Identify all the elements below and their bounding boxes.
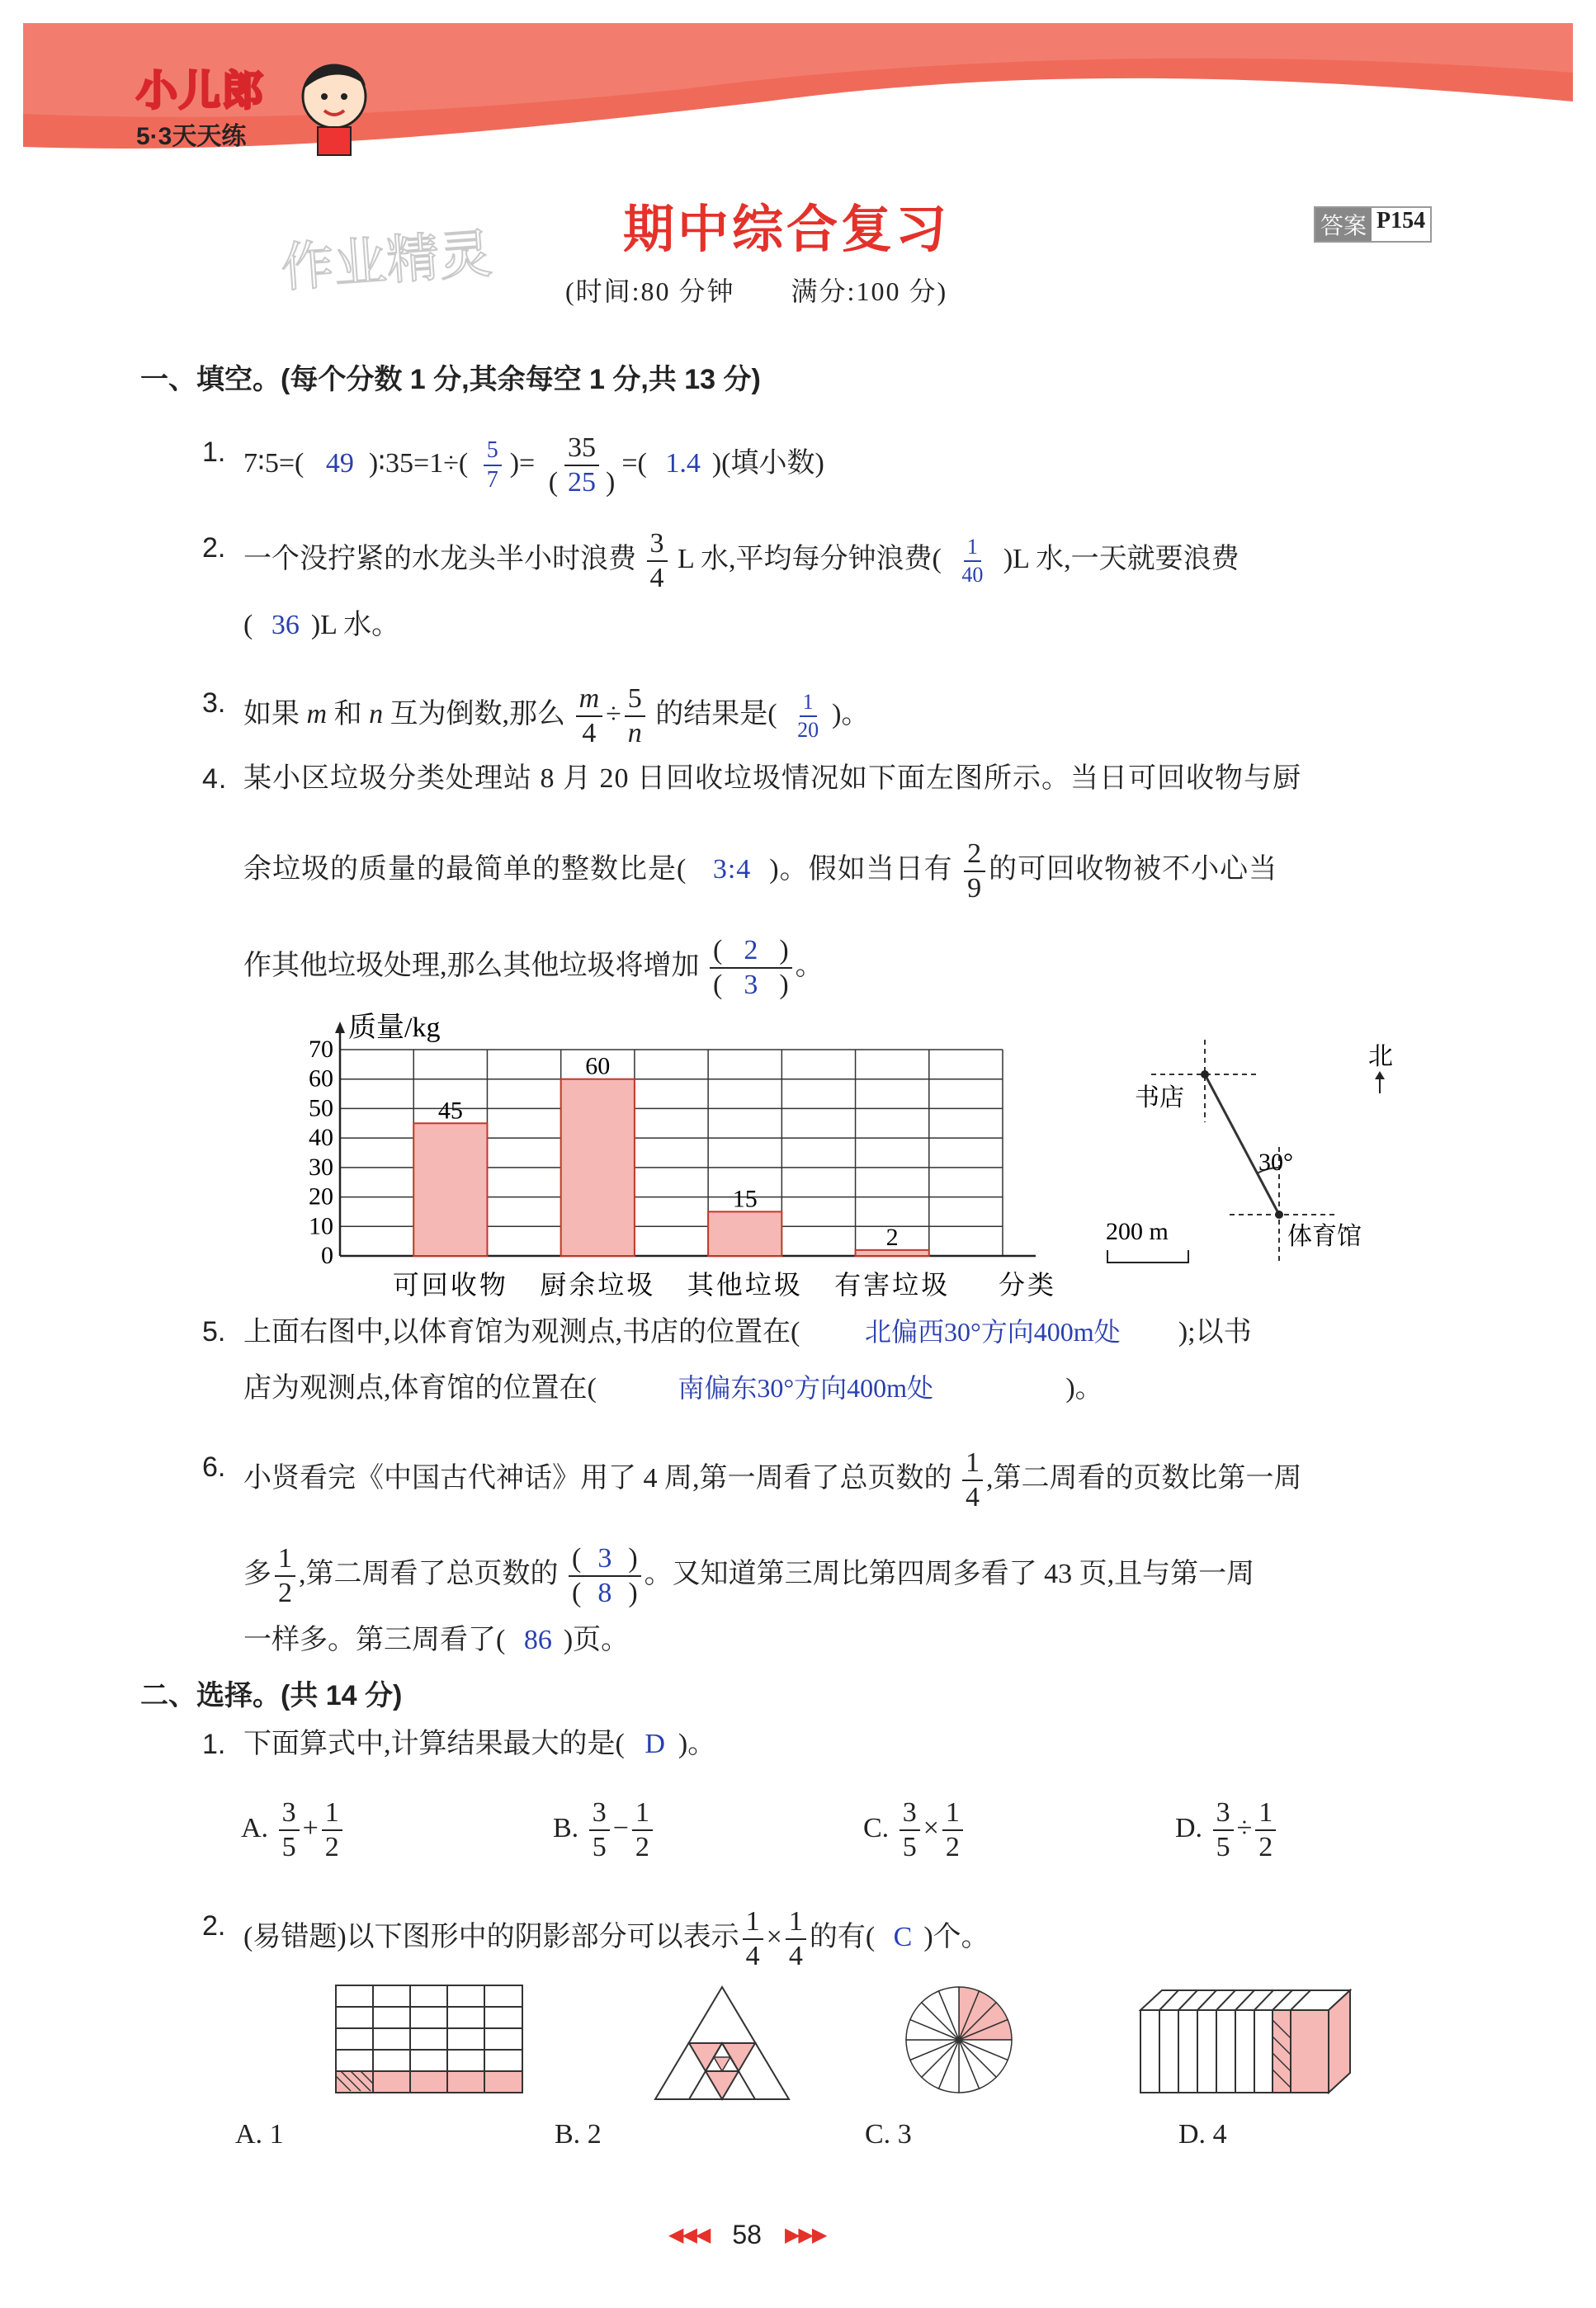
- s2q1-text-a: 下面算式中,计算结果最大的是(: [243, 1729, 625, 1759]
- y-tick-label: 50: [309, 1094, 333, 1122]
- q2-line2: [202, 607, 399, 644]
- answer-fraction: [794, 691, 822, 741]
- answer-numerator: 2: [744, 935, 758, 965]
- q4-line2: [202, 840, 1277, 903]
- option-label: A.: [235, 2119, 263, 2150]
- stadium-label: 体育馆: [1287, 1223, 1362, 1250]
- y-tick-label: 10: [309, 1212, 333, 1240]
- scale-label: 200 m: [1106, 1218, 1169, 1245]
- numerator: 5: [625, 685, 645, 717]
- s2q2-text-a: (易错题)以下图形中的阴影部分可以表示: [243, 1921, 739, 1952]
- fraction: [647, 530, 668, 592]
- denominator: 2: [945, 1832, 960, 1862]
- denominator: 5: [902, 1832, 917, 1862]
- q3-text-a: 如果: [243, 698, 300, 729]
- answer: 36: [271, 610, 300, 640]
- option-value: 2: [587, 2119, 602, 2150]
- answer-fraction: $\frac{( 3 )}{( 8 )}$: [569, 1545, 641, 1607]
- q2-text-c: )L 水,一天就要浪费: [1003, 543, 1239, 574]
- prev-arrows-icon[interactable]: ◀◀◀: [668, 2224, 710, 2246]
- denominator: 5: [281, 1832, 296, 1862]
- footer: [668, 2220, 825, 2250]
- path-line: [1205, 1074, 1279, 1215]
- q1-text-a: 7∶5=(: [243, 447, 305, 479]
- paren: (: [548, 467, 559, 498]
- denominator: n: [627, 718, 642, 748]
- denominator: 20: [797, 718, 819, 742]
- denominator: 4: [788, 1941, 803, 1971]
- watermark: 作业精灵: [279, 224, 494, 298]
- numerator: 3: [1213, 1799, 1234, 1831]
- s2q2-line: [202, 1908, 989, 1971]
- q5-text-l2b: )。: [1065, 1373, 1103, 1404]
- q6-text-l2b: ,第二周看了总页数的: [299, 1558, 559, 1589]
- numerator: 3: [647, 530, 668, 562]
- denominator: 40: [961, 563, 984, 587]
- numerator: 1: [275, 1545, 295, 1577]
- fig-option-d[interactable]: [1178, 2119, 1227, 2150]
- answer-denominator: 8: [597, 1578, 612, 1608]
- option-value: 3: [897, 2119, 912, 2150]
- q4-text-l3b: 。: [795, 950, 824, 981]
- denominator: 4: [745, 1941, 760, 1971]
- numerator: 3: [589, 1799, 610, 1831]
- q-number: 4.: [202, 763, 228, 795]
- fig-option-b[interactable]: [555, 2119, 602, 2150]
- direction-map: [1106, 1023, 1419, 1271]
- y-tick-label: 0: [321, 1242, 333, 1269]
- q4-text-l2a: 余垃圾的质量的最简单的整数比是(: [243, 853, 687, 885]
- fraction: [964, 840, 985, 903]
- answer: 北偏西30°方向400m处: [864, 1317, 1121, 1347]
- option-a[interactable]: [241, 1799, 346, 1862]
- paren: ): [606, 467, 616, 498]
- numerator: 35: [564, 434, 599, 466]
- answer-fraction: [958, 536, 986, 586]
- answer-numerator: 3: [597, 1543, 612, 1574]
- q-number: 1.: [202, 1729, 226, 1760]
- q4-line1: [202, 761, 1301, 797]
- option-label: C.: [863, 1812, 890, 1843]
- option-c[interactable]: [863, 1799, 966, 1862]
- bar: [413, 1123, 487, 1256]
- answer-tag-label: 答案: [1315, 208, 1372, 241]
- q6-text-l1a: 小贤看完《中国古代神话》用了 4 周,第一周看了总页数的: [243, 1462, 952, 1494]
- q2-text-a: 一个没拧紧的水龙头半小时浪费: [243, 543, 636, 574]
- q4-text-l1: 某小区垃圾分类处理站 8 月 20 日回收垃圾情况如下面左图所示。当日可回收物与厨: [243, 763, 1301, 794]
- bar-chart: [281, 1007, 1073, 1304]
- q-number: 3.: [202, 687, 226, 719]
- q4-text-l2c: 的可回收物被不小心当: [989, 853, 1278, 885]
- numerator: 1: [786, 1908, 806, 1940]
- q4-line3: [202, 937, 824, 999]
- operator: ×: [766, 1921, 782, 1952]
- denominator: 2: [635, 1832, 649, 1862]
- logo: [136, 58, 265, 152]
- y-tick-label: 60: [309, 1064, 333, 1093]
- data-label: 45: [437, 1097, 463, 1125]
- answer: 南偏东30°方向400m处: [678, 1373, 934, 1403]
- numerator: 5: [484, 439, 502, 466]
- answer: 1.4: [665, 447, 701, 479]
- q-number: 1.: [202, 437, 226, 468]
- denominator: 2: [324, 1832, 339, 1862]
- north-label: 北: [1368, 1043, 1393, 1070]
- answer: 49: [325, 447, 354, 479]
- stadium-point: [1275, 1211, 1283, 1219]
- numerator: 1: [942, 1799, 963, 1831]
- fraction: [275, 1545, 295, 1607]
- denominator: 5: [1216, 1832, 1230, 1862]
- section1-heading: 一、填空。(每个分数 1 分,其余每空 1 分,共 13 分): [140, 364, 761, 395]
- data-label: 15: [732, 1185, 758, 1213]
- numerator: m: [576, 685, 603, 717]
- answer: D: [645, 1729, 665, 1759]
- bookstore-label: 书店: [1135, 1084, 1184, 1112]
- operator: +: [302, 1812, 319, 1843]
- q4-text-l2b: )。假如当日有: [769, 853, 953, 885]
- q6-text-l3a: 一样多。第三周看了(: [243, 1625, 506, 1655]
- fraction: [625, 685, 645, 748]
- q-number: 5.: [202, 1316, 226, 1348]
- operator: ×: [923, 1812, 939, 1843]
- option-value: 1: [269, 2119, 284, 2150]
- denominator: 9: [967, 873, 983, 904]
- data-label: 2: [885, 1223, 899, 1251]
- answer-denominator: 3: [744, 970, 758, 1000]
- numerator: 3: [900, 1799, 920, 1831]
- y-axis-arrow-icon: [335, 1022, 345, 1033]
- answer: 25: [568, 467, 597, 498]
- page-number: 58: [732, 2220, 762, 2249]
- answer: 86: [523, 1625, 552, 1655]
- q5-text-l1a: 上面右图中,以体育馆为观测点,书店的位置在(: [243, 1317, 800, 1348]
- figure-b-triangle[interactable]: [652, 1984, 792, 2103]
- fraction: [962, 1449, 983, 1512]
- q6-text-l3b: )页。: [563, 1625, 630, 1655]
- option-label: B.: [553, 1812, 579, 1843]
- variable-n: n: [369, 698, 384, 729]
- denominator: 4: [966, 1482, 980, 1513]
- bar: [708, 1211, 781, 1256]
- q1-text-c: )=: [509, 447, 536, 479]
- q2-text-b: L 水,平均每分钟浪费(: [678, 543, 942, 574]
- section2-heading: 二、选择。(共 14 分): [140, 1680, 403, 1711]
- numerator: 1: [322, 1799, 342, 1831]
- q6-text-l2a: 多: [243, 1558, 272, 1589]
- answer-tag: [1314, 206, 1432, 243]
- page-subtitle: (时间:80 分钟 满分:100 分): [565, 276, 948, 306]
- answer: C: [893, 1921, 913, 1952]
- denominator: 4: [649, 563, 664, 593]
- option-b[interactable]: [553, 1799, 656, 1862]
- answer-fraction: [484, 439, 502, 492]
- figure-d-cuboid[interactable]: [1139, 1987, 1353, 2094]
- numerator: 2: [964, 840, 985, 872]
- figure-a-grid[interactable]: [334, 1984, 524, 2099]
- option-d[interactable]: [1175, 1799, 1279, 1862]
- answer-tag-page: P154: [1376, 208, 1426, 234]
- fig-option-a[interactable]: [235, 2119, 284, 2150]
- operator: −: [612, 1812, 629, 1843]
- operator: ÷: [606, 698, 621, 729]
- q5-line2: [202, 1370, 1103, 1407]
- y-axis-label: 质量/kg: [348, 1012, 441, 1043]
- q-number: 6.: [202, 1451, 226, 1483]
- fig-option-c[interactable]: [865, 2119, 912, 2150]
- operator: ÷: [1236, 1812, 1253, 1843]
- q3-text-d: 的结果是(: [655, 698, 777, 729]
- q3-line: [202, 685, 869, 748]
- q3-text-e: )。: [832, 698, 870, 729]
- q5-text-l2a: 店为观测点,体育馆的位置在(: [243, 1373, 597, 1404]
- fraction: [576, 685, 603, 748]
- s2q2-text-c: )个。: [923, 1921, 989, 1952]
- x-tick-label: 可回收物: [392, 1270, 508, 1300]
- next-arrows-icon[interactable]: ▶▶▶: [784, 2224, 826, 2246]
- figure-c-circle[interactable]: [901, 1982, 1017, 2098]
- q1-text-d: =(: [621, 447, 647, 479]
- logo-sub: 5·3天天练: [136, 123, 247, 150]
- north-arrowhead-icon: [1375, 1071, 1385, 1079]
- x-tick-label: 其他垃圾: [687, 1270, 803, 1300]
- numerator: 1: [800, 691, 817, 717]
- option-value: 4: [1212, 2119, 1227, 2150]
- q6-text-l2c: 。又知道第三周比第四周多看了 43 页,且与第一周: [644, 1558, 1255, 1589]
- denominator: 4: [582, 718, 597, 748]
- data-label: 60: [585, 1052, 611, 1080]
- q5-text-l1b: );以书: [1178, 1317, 1252, 1348]
- option-label: B.: [555, 2119, 581, 2150]
- numerator: 1: [962, 1449, 983, 1481]
- option-label: C.: [865, 2119, 891, 2150]
- answer: 3:4: [712, 853, 752, 885]
- q4-text-l3a: 作其他垃圾处理,那么其他垃圾将增加: [243, 950, 700, 981]
- page-title: 期中综合复习: [623, 201, 951, 258]
- q6-line2: [202, 1545, 1254, 1607]
- x-tick-label: 有害垃圾: [834, 1270, 951, 1300]
- s2q1-text-b: )。: [678, 1729, 716, 1759]
- denominator: 7: [486, 467, 498, 493]
- mascot-icon: [293, 51, 375, 158]
- numerator: 1: [964, 536, 981, 562]
- denominator: 5: [592, 1832, 607, 1862]
- q6-line3: [202, 1622, 629, 1659]
- q1-text-b: )∶35=1÷(: [368, 447, 469, 479]
- y-tick-label: 20: [309, 1182, 333, 1211]
- y-tick-label: 30: [309, 1153, 333, 1181]
- fraction: [545, 434, 619, 497]
- numerator: 1: [1255, 1799, 1276, 1831]
- s2q2-text-b: 的有(: [809, 1921, 876, 1952]
- bar: [856, 1250, 929, 1256]
- scale-bar: [1107, 1250, 1188, 1263]
- answer-fraction: $\frac{( 2 )}{( 3 )}$: [710, 937, 792, 999]
- q5-line1: [202, 1314, 1252, 1351]
- variable-m: m: [306, 698, 328, 729]
- numerator: 1: [743, 1908, 763, 1940]
- q1-line: [202, 434, 824, 497]
- q-number: 2.: [202, 532, 226, 564]
- bar: [561, 1079, 635, 1256]
- numerator: 1: [632, 1799, 653, 1831]
- y-tick-label: 70: [309, 1036, 333, 1063]
- x-axis-label: 分类: [998, 1270, 1057, 1300]
- q3-text-b: 和: [333, 698, 362, 729]
- denominator: 2: [278, 1578, 292, 1608]
- q3-text-c: 互为倒数,那么: [390, 698, 566, 729]
- q6-text-l1b: ,第二周看的页数比第一周: [986, 1462, 1302, 1494]
- logo-name: 小儿郎: [136, 68, 265, 114]
- numerator: 3: [279, 1799, 300, 1831]
- option-label: D.: [1175, 1812, 1203, 1843]
- q1-text-e: )(填小数): [711, 447, 824, 479]
- s2q1-line: [202, 1726, 715, 1763]
- denominator: 2: [1258, 1832, 1273, 1862]
- q2-line1: [202, 530, 1239, 592]
- q2-text-e: )L 水。: [310, 610, 400, 640]
- x-tick-label: 厨余垃圾: [540, 1270, 656, 1300]
- q-number: 2.: [202, 1910, 226, 1942]
- angle-label: 30°: [1258, 1149, 1293, 1176]
- option-label: D.: [1178, 2119, 1206, 2150]
- bookstore-point: [1201, 1070, 1209, 1078]
- q2-text-d: (: [243, 610, 253, 640]
- option-label: A.: [241, 1812, 269, 1843]
- y-tick-label: 40: [309, 1124, 333, 1152]
- q6-line1: [202, 1449, 1302, 1512]
